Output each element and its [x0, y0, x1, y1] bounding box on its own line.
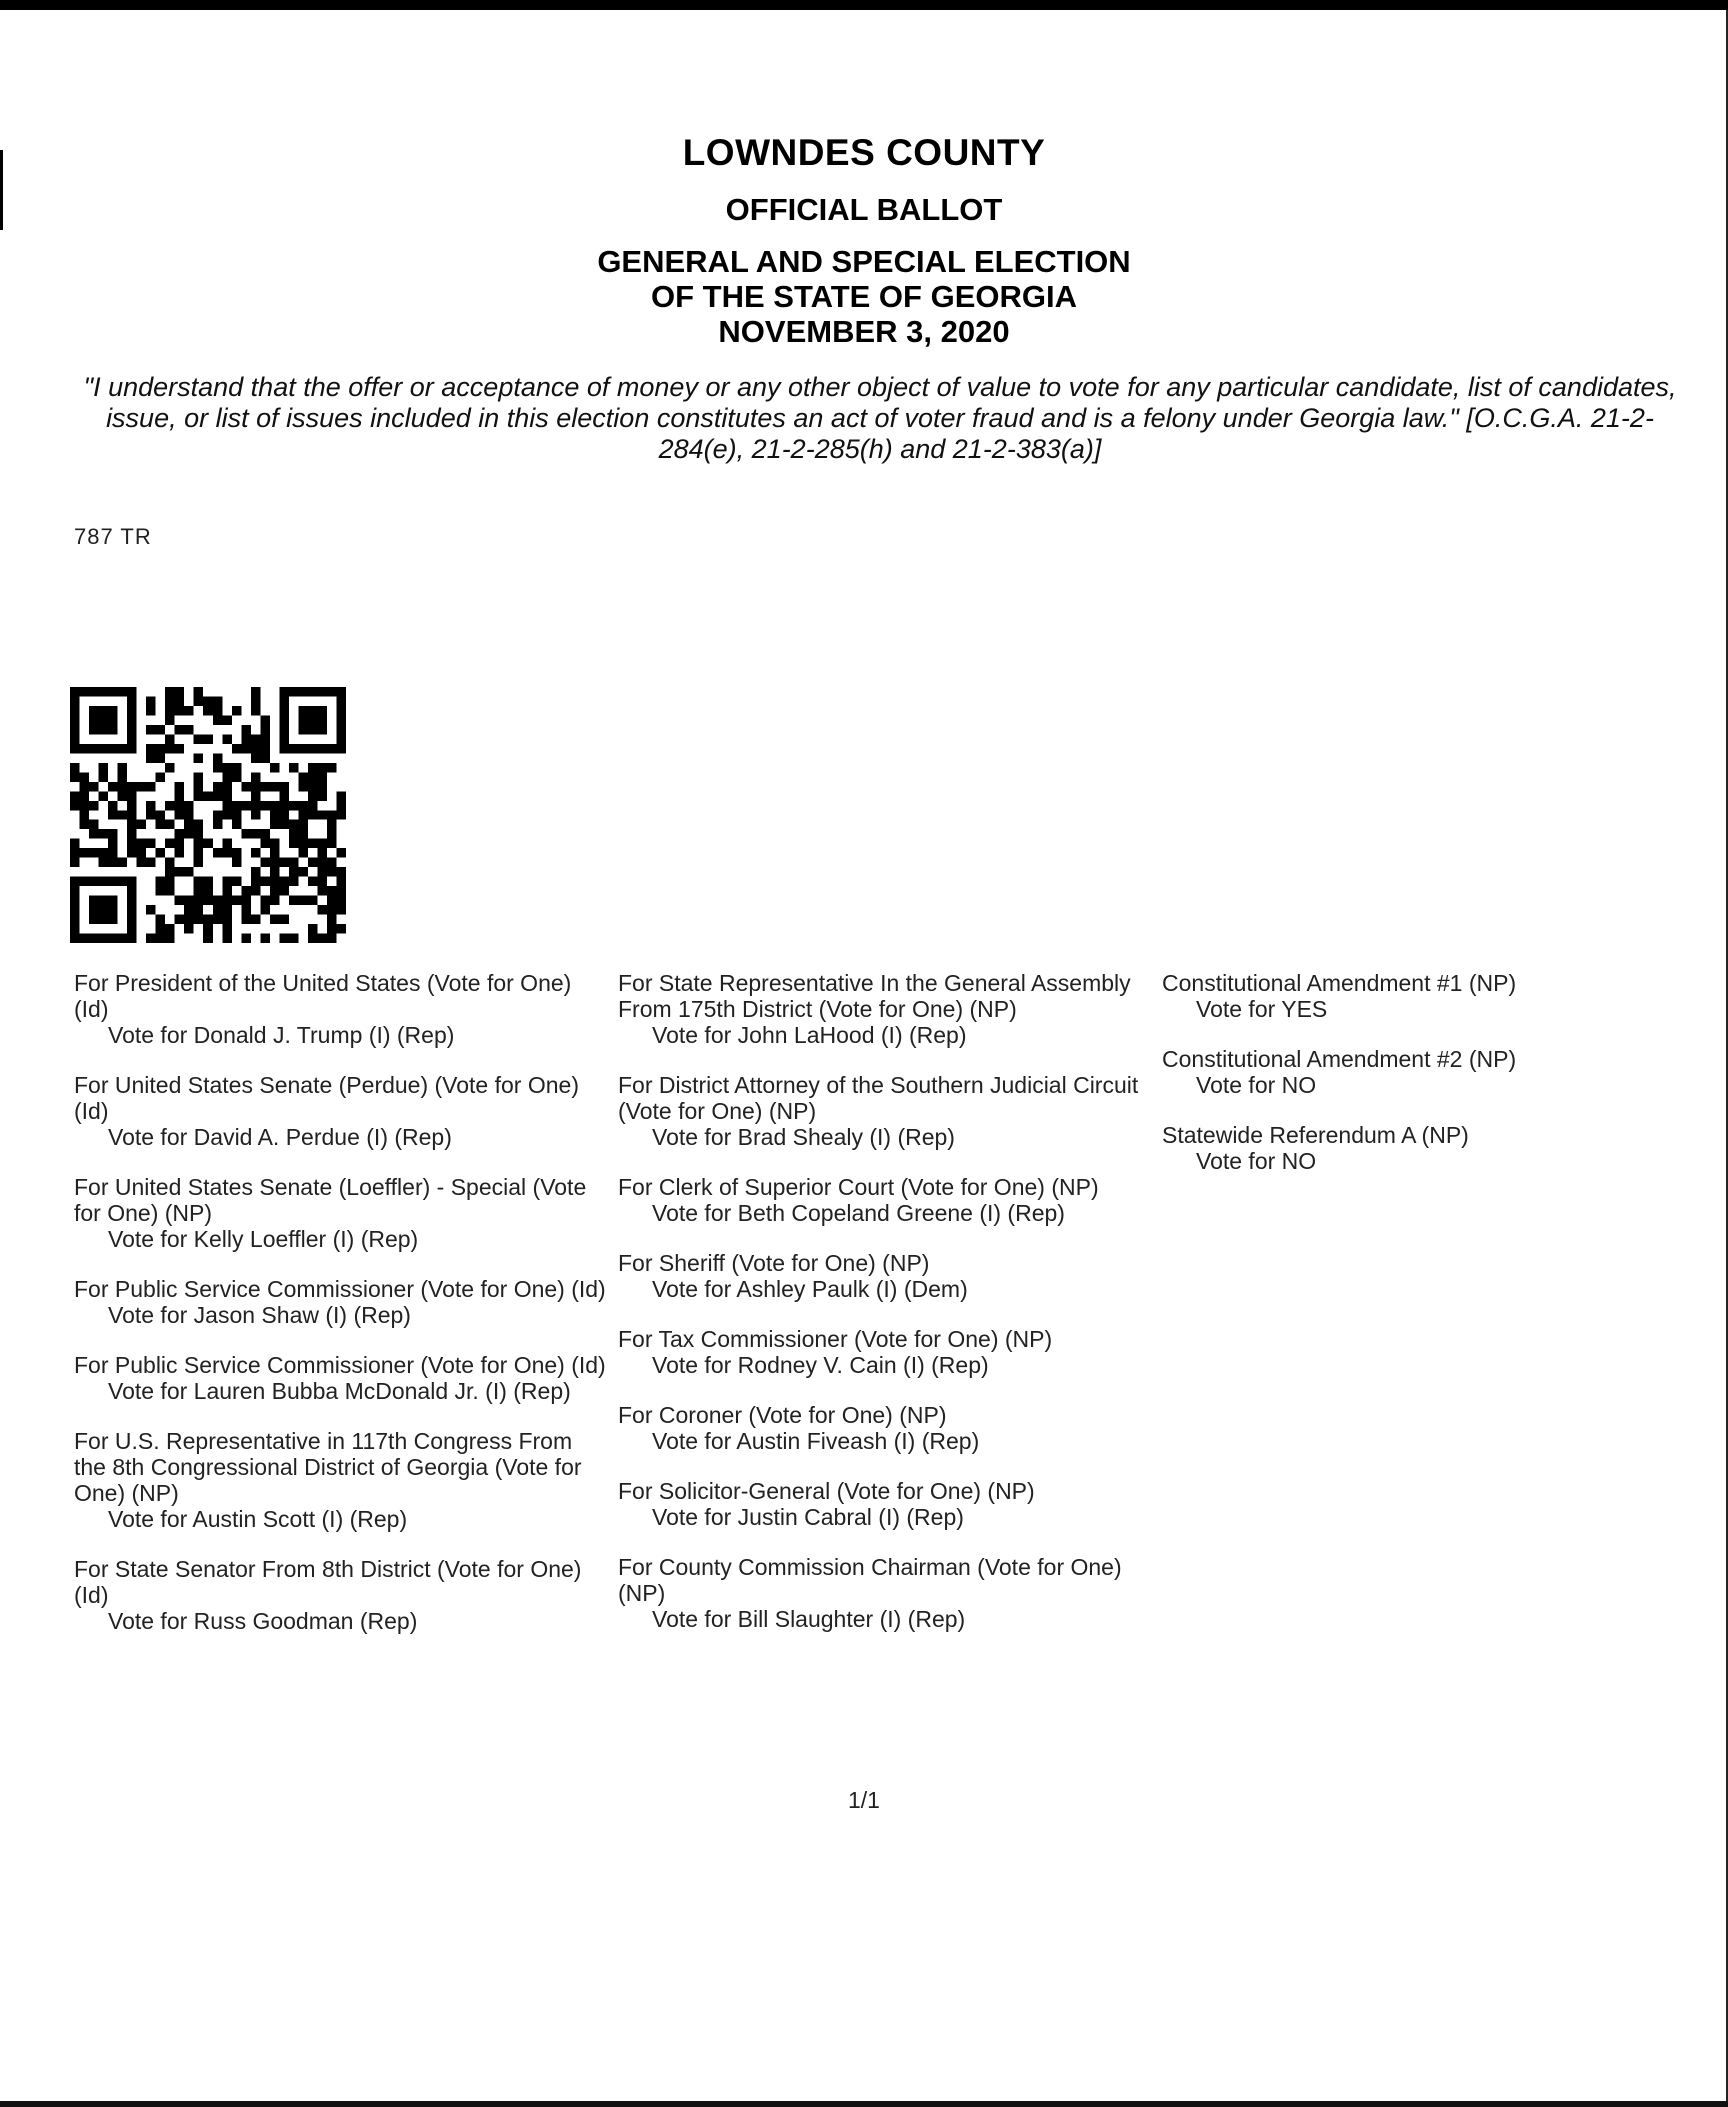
contest-selection: Vote for Rodney V. Cain (I) (Rep) [652, 1352, 989, 1378]
contest-selection: Vote for Austin Fiveash (I) (Rep) [652, 1428, 980, 1454]
contest-title: For Public Service Commissioner (Vote for One) (Id) [74, 1352, 606, 1378]
contest-selection: Vote for Beth Copeland Greene (I) (Rep) [652, 1200, 1065, 1226]
contest-selection: Vote for Ashley Paulk (I) (Dem) [652, 1276, 968, 1302]
contest-title: For Public Service Commissioner (Vote for One) (Id) [74, 1276, 606, 1302]
contest-title: For Coroner (Vote for One) (NP) [618, 1402, 947, 1428]
scan-border-bottom [0, 2101, 1728, 2107]
contest-column-2 [618, 970, 1158, 1656]
contest-selection: Vote for Russ Goodman (Rep) [108, 1608, 418, 1634]
contest-selection: Vote for Brad Shealy (I) (Rep) [652, 1124, 955, 1150]
election-date: NOVEMBER 3, 2020 [718, 314, 1010, 349]
contest-block [618, 1174, 1158, 1226]
contest-selection: Vote for Donald J. Trump (I) (Rep) [108, 1022, 455, 1048]
contest-selection: Vote for YES [1196, 996, 1328, 1022]
contest-block [618, 1554, 1158, 1632]
contest-block [618, 1402, 1158, 1454]
contest-selection: Vote for Lauren Bubba McDonald Jr. (I) (Rep) [108, 1378, 571, 1404]
contest-selection: Vote for Bill Slaughter (I) (Rep) [652, 1606, 966, 1632]
contest-title: For District Attorney of the Southern Judicial Circuit (Vote for One) (NP) [618, 1072, 1139, 1124]
election-title [0, 244, 1728, 349]
contest-title: Statewide Referendum A (NP) [1162, 1122, 1469, 1148]
contest-block [74, 1556, 606, 1634]
contest-block [618, 970, 1158, 1048]
contest-selection: Vote for John LaHood (I) (Rep) [652, 1022, 967, 1048]
election-line-1: GENERAL AND SPECIAL ELECTION [597, 244, 1131, 279]
contest-column-1 [74, 970, 606, 1658]
contest-title: For County Commission Chairman (Vote for One) (NP) [618, 1554, 1122, 1606]
contest-block [74, 1072, 606, 1150]
contest-block [1162, 970, 1682, 1022]
ballot-style-id: 787 TR [74, 524, 152, 549]
contest-block [1162, 1046, 1682, 1098]
contest-selection: Vote for Justin Cabral (I) (Rep) [652, 1504, 964, 1530]
contest-block [618, 1250, 1158, 1302]
contest-block [74, 1276, 606, 1328]
contest-selection: Vote for Austin Scott (I) (Rep) [108, 1506, 408, 1532]
contest-block [74, 970, 606, 1048]
contest-selection: Vote for Kelly Loeffler (I) (Rep) [108, 1226, 419, 1252]
contest-selection: Vote for David A. Perdue (I) (Rep) [108, 1124, 452, 1150]
page-number: 1/1 [848, 1787, 880, 1813]
scan-border-top [0, 0, 1728, 10]
contest-title: For U.S. Representative in 117th Congress From the 8th Congressional District of Georgia (Vote for One) (NP) [74, 1428, 582, 1506]
contest-title: For President of the United States (Vote for One) (Id) [74, 970, 572, 1022]
contest-selection: Vote for NO [1196, 1072, 1317, 1098]
contest-block [1162, 1122, 1682, 1174]
contest-block [618, 1478, 1158, 1530]
contest-title: For United States Senate (Perdue) (Vote for One) (Id) [74, 1072, 579, 1124]
contest-title: Constitutional Amendment #1 (NP) [1162, 970, 1517, 996]
voter-fraud-warning: "I understand that the offer or acceptance of money or any other object of value to vote for any particular candidate, list of candidates, issue, or list of issues included in this election constitutes an act of voter fraud and is a felony under Georgia law." [O.C.G.A. 21-2-284(e), 21-2-285(h) and 21-2-383(a)] [83, 372, 1677, 464]
contest-title: For State Representative In the General Assembly From 175th District (Vote for One) (NP) [618, 970, 1131, 1022]
contest-block [618, 1326, 1158, 1378]
contest-title: For State Senator From 8th District (Vote for One) (Id) [74, 1556, 582, 1608]
contest-block [74, 1428, 606, 1532]
election-line-2: OF THE STATE OF GEORGIA [651, 279, 1077, 314]
contest-block [74, 1174, 606, 1252]
contest-title: For Solicitor-General (Vote for One) (NP) [618, 1478, 1035, 1504]
contest-selection: Vote for NO [1196, 1148, 1317, 1174]
contest-title: For Sheriff (Vote for One) (NP) [618, 1250, 930, 1276]
contest-title: For Tax Commissioner (Vote for One) (NP) [618, 1326, 1053, 1352]
contest-title: For United States Senate (Loeffler) - Special (Vote for One) (NP) [74, 1174, 587, 1226]
contest-title: For Clerk of Superior Court (Vote for One) (NP) [618, 1174, 1099, 1200]
contest-block [618, 1072, 1158, 1150]
qr-code-icon [70, 687, 346, 943]
contest-column-3 [1162, 970, 1682, 1198]
contest-block [74, 1352, 606, 1404]
ballot-title: OFFICIAL BALLOT [725, 192, 1003, 227]
contest-selection: Vote for Jason Shaw (I) (Rep) [108, 1302, 411, 1328]
contest-title: Constitutional Amendment #2 (NP) [1162, 1046, 1517, 1072]
county-title: LOWNDES COUNTY [682, 132, 1046, 173]
